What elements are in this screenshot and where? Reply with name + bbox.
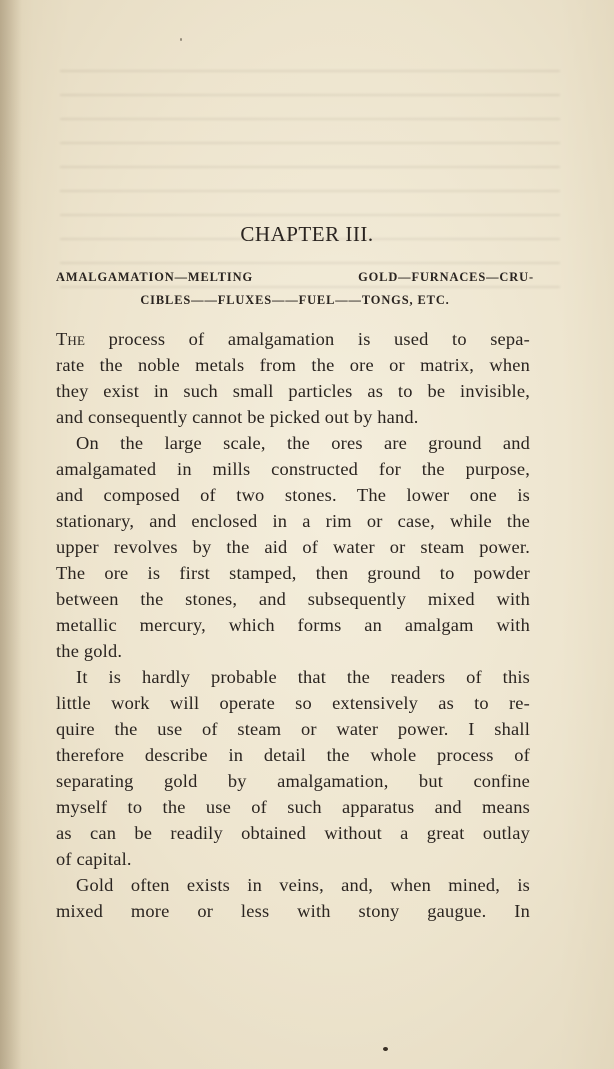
- paragraph-1-line-1-rest: process of amalgamation is used to sepa-: [85, 329, 530, 349]
- text-line: amalgamated in mills constructed for the purpose,: [56, 459, 530, 479]
- text-line: rate the noble metals from the ore or matrix, when: [56, 355, 530, 375]
- chapter-summary: [56, 266, 534, 312]
- text-line: The ore is first stamped, then ground to powder: [56, 563, 530, 583]
- lead-word: The: [56, 329, 86, 349]
- chapter-summary-line-2: CIBLES——FLUXES——FUEL——TONGS, ETC.: [140, 293, 450, 307]
- text-line: Gold often exists in veins, and, when mined, is: [76, 875, 530, 895]
- text-line: metallic mercury, which forms an amalgam with: [56, 615, 530, 635]
- text-line: mixed more or less with stony gaugue. In: [56, 901, 530, 921]
- text-line: quire the use of steam or water power. I shall: [56, 719, 530, 739]
- text-line: they exist in such small particles as to be invisible,: [56, 381, 530, 401]
- text-line: therefore describe in detail the whole process of: [56, 745, 530, 765]
- text-line: between the stones, and subsequently mixed with: [56, 589, 530, 609]
- text-line: as can be readily obtained without a great outlay: [56, 823, 530, 843]
- text-line: It is hardly probable that the readers of this: [76, 667, 530, 687]
- ink-speck: [180, 38, 182, 41]
- text-line: and consequently cannot be picked out by hand.: [56, 407, 419, 427]
- text-line: myself to the use of such apparatus and means: [56, 797, 530, 817]
- text-line: separating gold by amalgamation, but confine: [56, 771, 530, 791]
- text-line: upper revolves by the aid of water or steam power.: [56, 537, 530, 557]
- text-line: of capital.: [56, 849, 132, 869]
- chapter-summary-line-1: AMALGAMATION—MELTING GOLD—FURNACES—CRU-: [56, 270, 534, 284]
- body-text: [56, 326, 530, 924]
- text-line: the gold.: [56, 641, 123, 661]
- chapter-title: CHAPTER III.: [240, 222, 374, 246]
- gutter-shadow: [0, 0, 22, 1069]
- text-line: and composed of two stones. The lower one is: [56, 485, 530, 505]
- text-line: little work will operate so extensively as to re-: [56, 693, 530, 713]
- text-line: On the large scale, the ores are ground and: [76, 433, 530, 453]
- paragraph-1-line-1: [56, 326, 530, 352]
- text-line: stationary, and enclosed in a rim or case, while the: [56, 511, 530, 531]
- ink-speck: [383, 1047, 388, 1051]
